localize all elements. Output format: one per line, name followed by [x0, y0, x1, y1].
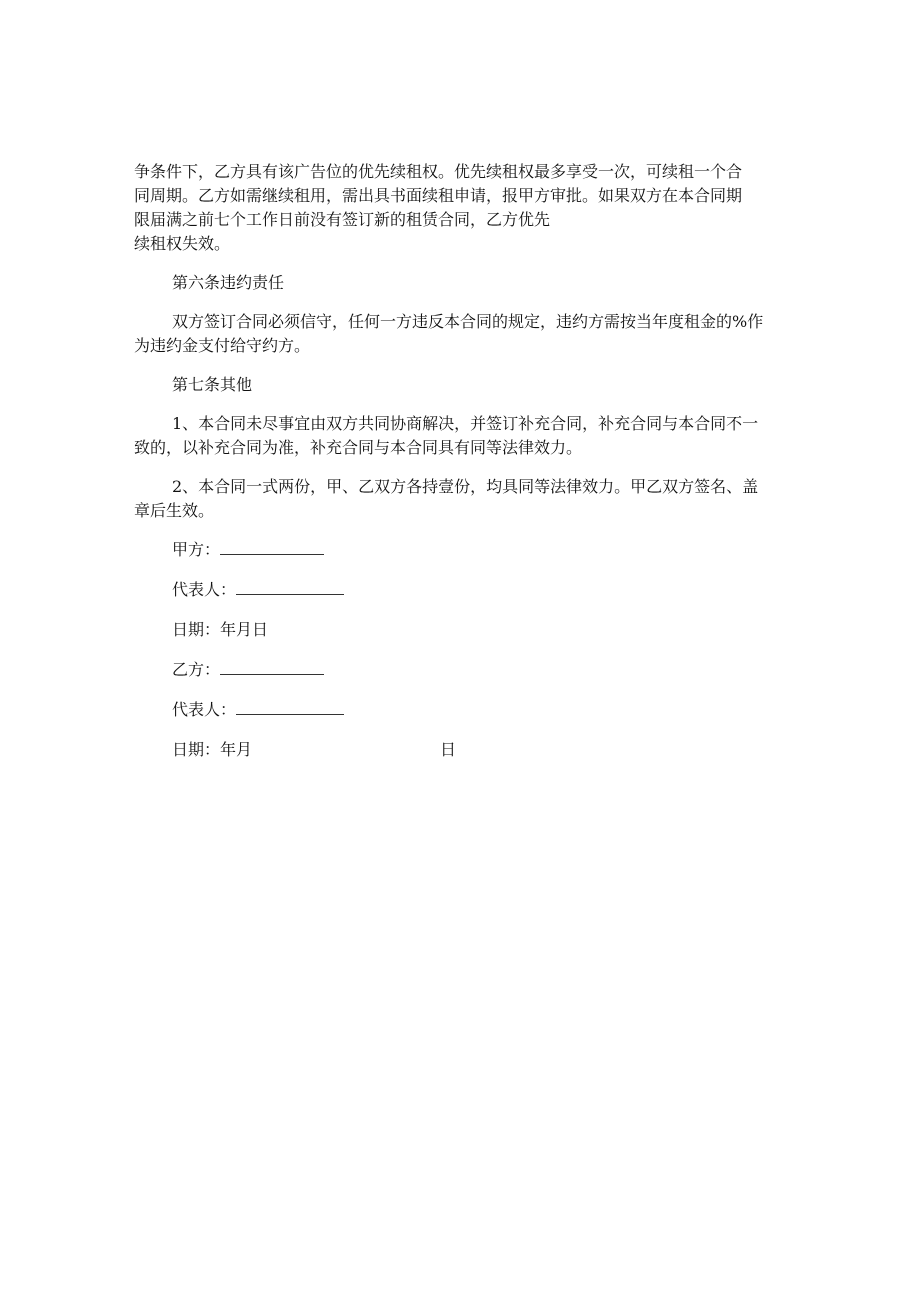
- clause7-item2: [134, 475, 794, 523]
- text-line: 2、本合同一式两份，甲、乙双方各持壹份，均具同等法律效力。甲乙双方签名、盖: [172, 477, 759, 496]
- party-a-date: 日期：年月日: [172, 620, 269, 639]
- clause7-item1: [134, 412, 794, 460]
- party-b-rep-blank[interactable]: [236, 698, 344, 715]
- party-a-signature-line: [172, 538, 794, 562]
- text-line: 续租权失效。: [134, 234, 231, 253]
- party-b-signature-line: [172, 658, 794, 682]
- text-line: 争条件下，乙方具有该广告位的优先续租权。优先续租权最多享受一次，可续租一个合: [134, 162, 743, 181]
- text-line: 章后生效。: [134, 501, 215, 520]
- party-a-representative-line: [172, 578, 794, 602]
- clause5-continuation: [134, 160, 794, 256]
- party-b-representative-line: [172, 698, 794, 722]
- text-line: 致的，以补充合同为准，补充合同与本合同具有同等法律效力。: [134, 438, 583, 457]
- clause6-body: [134, 310, 794, 358]
- party-a-rep-label: 代表人：: [172, 580, 237, 599]
- party-b-blank[interactable]: [220, 658, 324, 675]
- text-line: 同周期。乙方如需继续租用，需出具书面续租申请，报甲方审批。如果双方在本合同期: [134, 186, 743, 205]
- clause7-heading: 第七条其他: [172, 375, 253, 394]
- text-line: 为违约金支付给守约方。: [134, 336, 311, 355]
- party-a-date-line: [172, 618, 794, 642]
- party-a-rep-blank[interactable]: [236, 578, 344, 595]
- text-line: 1、本合同未尽事宜由双方共同协商解决，并签订补充合同，补充合同与本合同不一: [172, 414, 759, 433]
- contract-body: [134, 160, 794, 778]
- text-line: 双方签订合同必须信守，任何一方违反本合同的规定，违约方需按当年度租金的%作: [172, 312, 764, 331]
- text-line: 限届满之前七个工作日前没有签订新的租赁合同，乙方优先: [134, 210, 551, 229]
- party-b-date-line: [172, 738, 794, 762]
- party-a-blank[interactable]: [220, 538, 324, 555]
- clause6-heading: 第六条违约责任: [172, 273, 285, 292]
- party-a-label: 甲方：: [172, 540, 221, 559]
- party-b-rep-label: 代表人：: [172, 700, 237, 719]
- party-b-date-prefix: 日期：年月: [172, 740, 253, 759]
- party-b-date-suffix: 日: [440, 740, 457, 759]
- party-b-label: 乙方：: [172, 660, 221, 679]
